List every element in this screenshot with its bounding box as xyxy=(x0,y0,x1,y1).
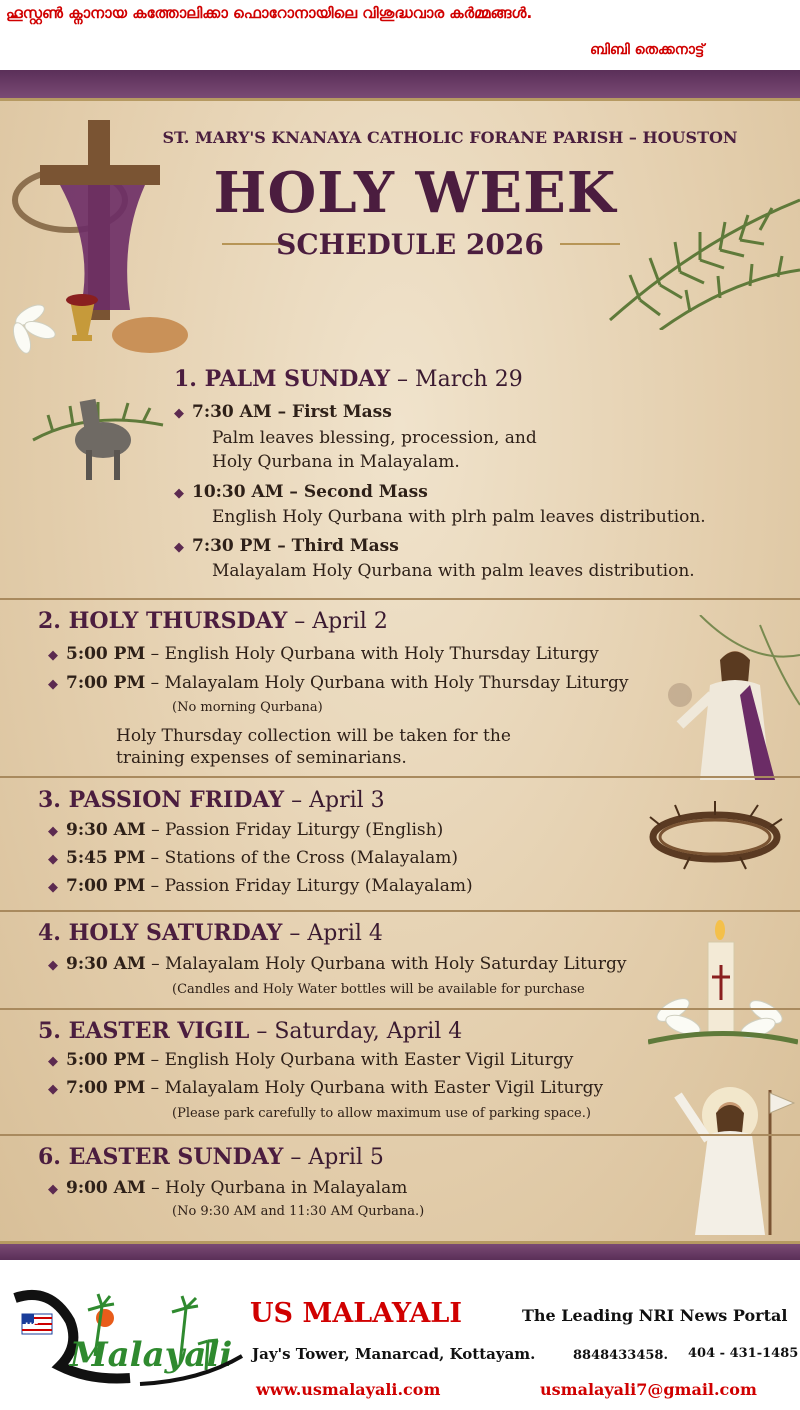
item-time: 7:30 AM – First Mass xyxy=(192,402,392,422)
easter-candle-illustration xyxy=(648,920,798,1045)
item-time: 9:00 AM xyxy=(66,1178,146,1198)
diamond-bullet-icon: ◆ xyxy=(48,648,58,663)
schedule-item xyxy=(48,673,628,693)
website-link[interactable]: www.usmalayali.com xyxy=(256,1380,441,1399)
section-extra: training expenses of seminarians. xyxy=(116,748,407,768)
item-time: 7:00 PM xyxy=(66,673,146,693)
section-divider xyxy=(0,1008,800,1010)
diamond-bullet-icon: ◆ xyxy=(174,486,184,501)
item-text: – Malayalam Holy Qurbana with Easter Vigil Liturgy xyxy=(145,1078,604,1098)
palm-sunday-label: 1. PALM SUNDAY xyxy=(174,366,391,392)
cross-chalice-illustration xyxy=(0,110,220,370)
easter-sunday-label: 6. EASTER SUNDAY xyxy=(38,1144,284,1170)
easter-vigil-label: 5. EASTER VIGIL xyxy=(38,1018,250,1044)
item-time: 7:00 PM xyxy=(66,1078,146,1098)
item-detail: Palm leaves blessing, procession, and xyxy=(212,428,537,448)
schedule-item xyxy=(48,1178,407,1198)
poster-bottom-band xyxy=(0,1241,800,1260)
diamond-bullet-icon: ◆ xyxy=(48,1082,58,1097)
item-detail: Malayalam Holy Qurbana with palm leaves distribution. xyxy=(212,561,695,581)
item-time: 9:30 AM xyxy=(66,954,146,974)
section-divider xyxy=(0,776,800,778)
email-link[interactable]: usmalayali7@gmail.com xyxy=(540,1380,757,1399)
schedule-item xyxy=(174,536,399,556)
diamond-bullet-icon: ◆ xyxy=(48,677,58,692)
phone-number-alt: 404 - 431-1485 xyxy=(688,1346,799,1361)
item-text: – Malayalam Holy Qurbana with Holy Saturday Liturgy xyxy=(145,954,627,974)
item-time: 5:00 PM xyxy=(66,644,146,664)
svg-text:Malayali: Malayali xyxy=(70,1335,233,1375)
poster-title: HOLY WEEK xyxy=(213,160,617,226)
diamond-bullet-icon: ◆ xyxy=(48,824,58,839)
item-time: 5:45 PM xyxy=(66,848,146,868)
item-text: – Stations of the Cross (Malayalam) xyxy=(145,848,458,868)
item-time: 5:00 PM xyxy=(66,1050,146,1070)
brand-name: US MALAYALI xyxy=(250,1298,462,1329)
diamond-bullet-icon: ◆ xyxy=(48,880,58,895)
diamond-bullet-icon: ◆ xyxy=(48,1054,58,1069)
schedule-item xyxy=(48,876,473,896)
poster-subtitle: SCHEDULE 2026 xyxy=(276,228,544,261)
section-note: (No 9:30 AM and 11:30 AM Qurbana.) xyxy=(172,1204,425,1219)
holy-thursday-label: 2. HOLY THURSDAY xyxy=(38,608,288,634)
item-text: – Malayalam Holy Qurbana with Holy Thursday Liturgy xyxy=(145,673,629,693)
item-detail: Holy Qurbana in Malayalam. xyxy=(212,452,460,472)
section-note: (No morning Qurbana) xyxy=(172,700,323,715)
schedule-item xyxy=(48,1050,573,1070)
schedule-item xyxy=(48,644,599,664)
section-holy-saturday-heading xyxy=(38,920,383,946)
schedule-item xyxy=(48,848,458,868)
holy-thursday-date: – April 2 xyxy=(287,609,388,634)
brand-tagline: The Leading NRI News Portal xyxy=(522,1306,788,1325)
palm-sunday-date: – March 29 xyxy=(390,367,523,392)
diamond-bullet-icon: ◆ xyxy=(48,852,58,867)
item-time: 7:00 PM xyxy=(66,876,146,896)
section-easter-sunday-heading xyxy=(38,1144,384,1170)
parish-name: ST. MARY'S KNANAYA CATHOLIC FORANE PARISH – HOUSTON xyxy=(162,128,738,147)
donkey-illustration xyxy=(28,370,168,490)
section-palm-sunday-heading xyxy=(174,366,523,392)
article-author: ബിബി തെക്കനാട്ട് xyxy=(590,42,705,58)
section-easter-vigil-heading xyxy=(38,1018,462,1044)
publisher-address: Jay's Tower, Manarcad, Kottayam. xyxy=(252,1345,536,1363)
schedule-item xyxy=(48,954,626,974)
section-note: (Candles and Holy Water bottles will be available for purchase xyxy=(172,982,585,997)
easter-vigil-date: – Saturday, April 4 xyxy=(249,1019,463,1044)
item-text: – English Holy Qurbana with Easter Vigil Liturgy xyxy=(145,1050,574,1070)
item-text: – Passion Friday Liturgy (English) xyxy=(145,820,444,840)
us-malayali-logo xyxy=(10,1286,246,1396)
section-holy-thursday-heading xyxy=(38,608,388,634)
item-text: – Passion Friday Liturgy (Malayalam) xyxy=(145,876,473,896)
section-extra: Holy Thursday collection will be taken for the xyxy=(116,726,511,746)
holy-saturday-label: 4. HOLY SATURDAY xyxy=(38,920,283,946)
item-time: 7:30 PM – Third Mass xyxy=(192,536,399,556)
phone-number: 8848433458. xyxy=(573,1348,668,1363)
section-passion-friday-heading xyxy=(38,787,385,813)
risen-jesus-illustration xyxy=(660,1085,800,1235)
schedule-item xyxy=(48,820,443,840)
holy-saturday-date: – April 4 xyxy=(282,921,383,946)
holy-week-poster xyxy=(0,70,800,1260)
section-divider xyxy=(0,1134,800,1136)
item-text: – English Holy Qurbana with Holy Thursday Liturgy xyxy=(145,644,599,664)
section-note: (Please park carefully to allow maximum use of parking space.) xyxy=(172,1106,591,1121)
schedule-item xyxy=(174,402,392,422)
svg-text:US: US xyxy=(25,1322,39,1332)
poster-top-band xyxy=(0,70,800,101)
easter-sunday-date: – April 5 xyxy=(283,1145,384,1170)
diamond-bullet-icon: ◆ xyxy=(48,1182,58,1197)
crown-of-thorns-icon xyxy=(640,795,790,875)
item-text: – Holy Qurbana in Malayalam xyxy=(145,1178,408,1198)
diamond-bullet-icon: ◆ xyxy=(174,406,184,421)
item-time: 10:30 AM – Second Mass xyxy=(192,482,428,502)
item-detail: English Holy Qurbana with plrh palm leaves distribution. xyxy=(212,507,706,527)
passion-friday-date: – April 3 xyxy=(284,788,385,813)
item-time: 9:30 AM xyxy=(66,820,146,840)
section-divider xyxy=(0,598,800,600)
jesus-illustration xyxy=(640,615,800,780)
section-divider xyxy=(0,910,800,912)
schedule-item xyxy=(174,482,428,502)
article-title: ഹൂസ്റ്റൺ ക്നാനായ കത്തോലിക്കാ ഫൊറോനായിലെ വിശുദ്ധവാര കർമ്മങ്ങൾ. xyxy=(6,4,533,22)
passion-friday-label: 3. PASSION FRIDAY xyxy=(38,787,285,813)
diamond-bullet-icon: ◆ xyxy=(174,540,184,555)
schedule-item xyxy=(48,1078,603,1098)
diamond-bullet-icon: ◆ xyxy=(48,958,58,973)
